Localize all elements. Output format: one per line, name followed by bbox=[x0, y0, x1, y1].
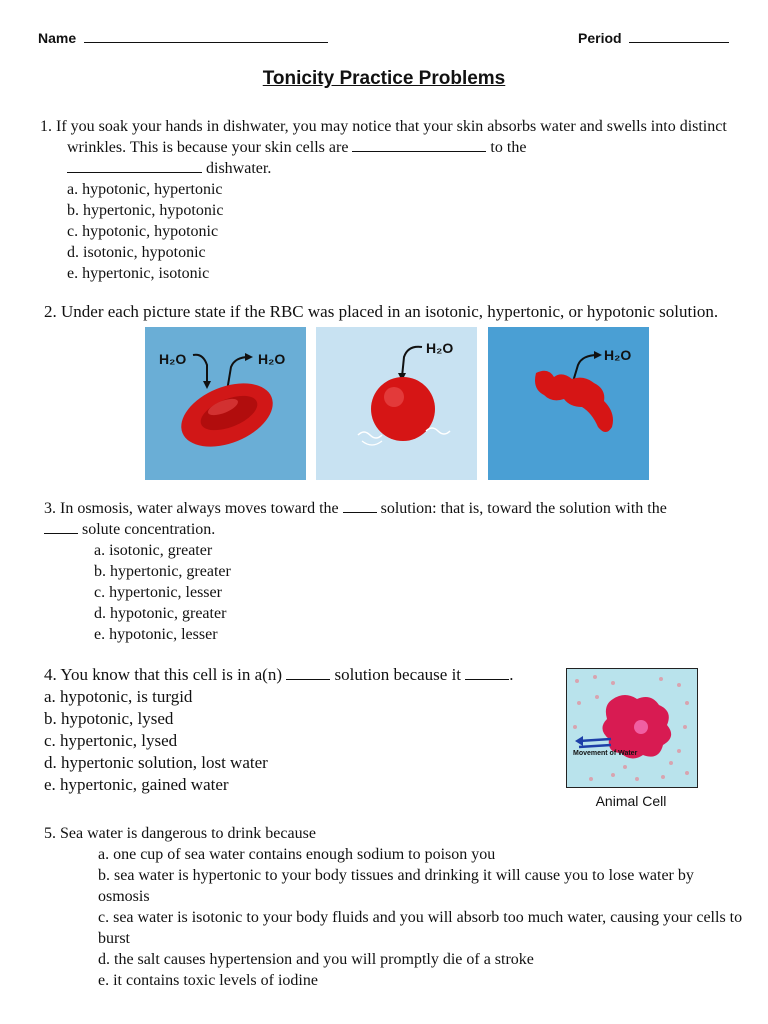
answer-blank[interactable] bbox=[343, 500, 377, 513]
name-label: Name bbox=[38, 30, 77, 46]
answer-blank[interactable] bbox=[352, 139, 486, 152]
period-blank[interactable] bbox=[629, 30, 729, 43]
question-1-stem-text: to the bbox=[490, 139, 527, 156]
movement-of-water-label: Movement of Water bbox=[573, 750, 638, 757]
answer-blank[interactable] bbox=[286, 667, 330, 680]
animal-cell-illustration bbox=[567, 669, 697, 787]
h2o-label: H₂O bbox=[258, 351, 286, 367]
period-label: Period bbox=[578, 30, 622, 46]
option: a. hypotonic, hypertonic bbox=[67, 181, 223, 198]
answer-blank[interactable] bbox=[67, 160, 202, 173]
question-3 bbox=[44, 498, 744, 645]
option: d. hypotonic, greater bbox=[94, 605, 227, 622]
option: e. it contains toxic levels of iodine bbox=[98, 972, 318, 989]
option: e. hypertonic, gained water bbox=[44, 775, 229, 794]
option: b. sea water is hypertonic to your body tissues and drinking it will cause you to lose water by osmosis bbox=[98, 867, 694, 905]
animal-cell-label: Animal Cell bbox=[595, 793, 667, 809]
option: e. hypotonic, lesser bbox=[94, 626, 218, 643]
option: c. sea water is isotonic to your body fluids and you will absorb too much water, causing your cells to burst bbox=[98, 909, 743, 947]
option: e. hypertonic, isotonic bbox=[67, 265, 210, 282]
option: a. hypotonic, is turgid bbox=[44, 687, 193, 706]
question-4-stem: 4. You know that this cell is in a(n) solution because it . bbox=[44, 665, 514, 684]
option: b. hypotonic, lysed bbox=[44, 709, 174, 728]
name-blank[interactable] bbox=[84, 30, 328, 43]
rbc-figure-normal bbox=[145, 327, 306, 480]
rbc-normal-illustration bbox=[145, 327, 306, 480]
option: d. the salt causes hypertension and you will promptly die of a stroke bbox=[98, 951, 534, 968]
page-title: Tonicity Practice Problems bbox=[262, 68, 506, 89]
answer-blank[interactable] bbox=[44, 521, 78, 534]
option: b. hypertonic, greater bbox=[94, 563, 231, 580]
animal-cell-figure bbox=[566, 668, 698, 788]
question-5 bbox=[44, 823, 744, 991]
option: c. hypertonic, lesser bbox=[94, 584, 222, 601]
question-2 bbox=[44, 301, 744, 322]
question-3-stem bbox=[44, 498, 744, 540]
rbc-figure-swollen bbox=[316, 327, 477, 480]
question-1-stem-text: dishwater. bbox=[206, 160, 272, 177]
question-3-stem-text: 3. In osmosis, water always moves toward the bbox=[44, 500, 339, 517]
question-2-stem: 2. Under each picture state if the RBC was placed in an isotonic, hypertonic, or hypotonic solution. bbox=[44, 302, 719, 321]
question-4-stem-text: 4. You know that this cell is in a(n) bbox=[44, 665, 282, 684]
question-3-stem-text: solution: that is, toward the solution with the bbox=[380, 500, 667, 517]
rbc-swollen-illustration bbox=[316, 327, 477, 480]
question-4 bbox=[44, 664, 574, 796]
rbc-shrunken-illustration bbox=[488, 327, 649, 480]
h2o-label: H₂O bbox=[159, 351, 187, 367]
question-1-stem bbox=[40, 116, 740, 179]
name-line bbox=[38, 30, 328, 46]
option: b. hypertonic, hypotonic bbox=[67, 202, 224, 219]
option: d. isotonic, hypotonic bbox=[67, 244, 206, 261]
answer-blank[interactable] bbox=[465, 667, 509, 680]
question-1 bbox=[40, 116, 740, 284]
option: a. one cup of sea water contains enough sodium to poison you bbox=[98, 846, 496, 863]
question-4-stem-text: solution because it bbox=[334, 665, 462, 684]
rbc-figure-shrunken bbox=[488, 327, 649, 480]
option: a. isotonic, greater bbox=[94, 542, 213, 559]
period-line bbox=[578, 30, 729, 46]
option: c. hypotonic, hypotonic bbox=[67, 223, 219, 240]
h2o-label: H₂O bbox=[604, 347, 632, 363]
h2o-label: H₂O bbox=[426, 340, 454, 356]
question-3-stem-text: solute concentration. bbox=[82, 521, 216, 538]
option: d. hypertonic solution, lost water bbox=[44, 753, 268, 772]
question-5-stem: 5. Sea water is dangerous to drink because bbox=[44, 825, 316, 842]
option: c. hypertonic, lysed bbox=[44, 731, 178, 750]
question-1-stem-text: 1. If you soak your hands in dishwater, you may notice that your skin absorbs water and swells into distinct wrinkles. This is because your skin cells are bbox=[40, 118, 727, 156]
